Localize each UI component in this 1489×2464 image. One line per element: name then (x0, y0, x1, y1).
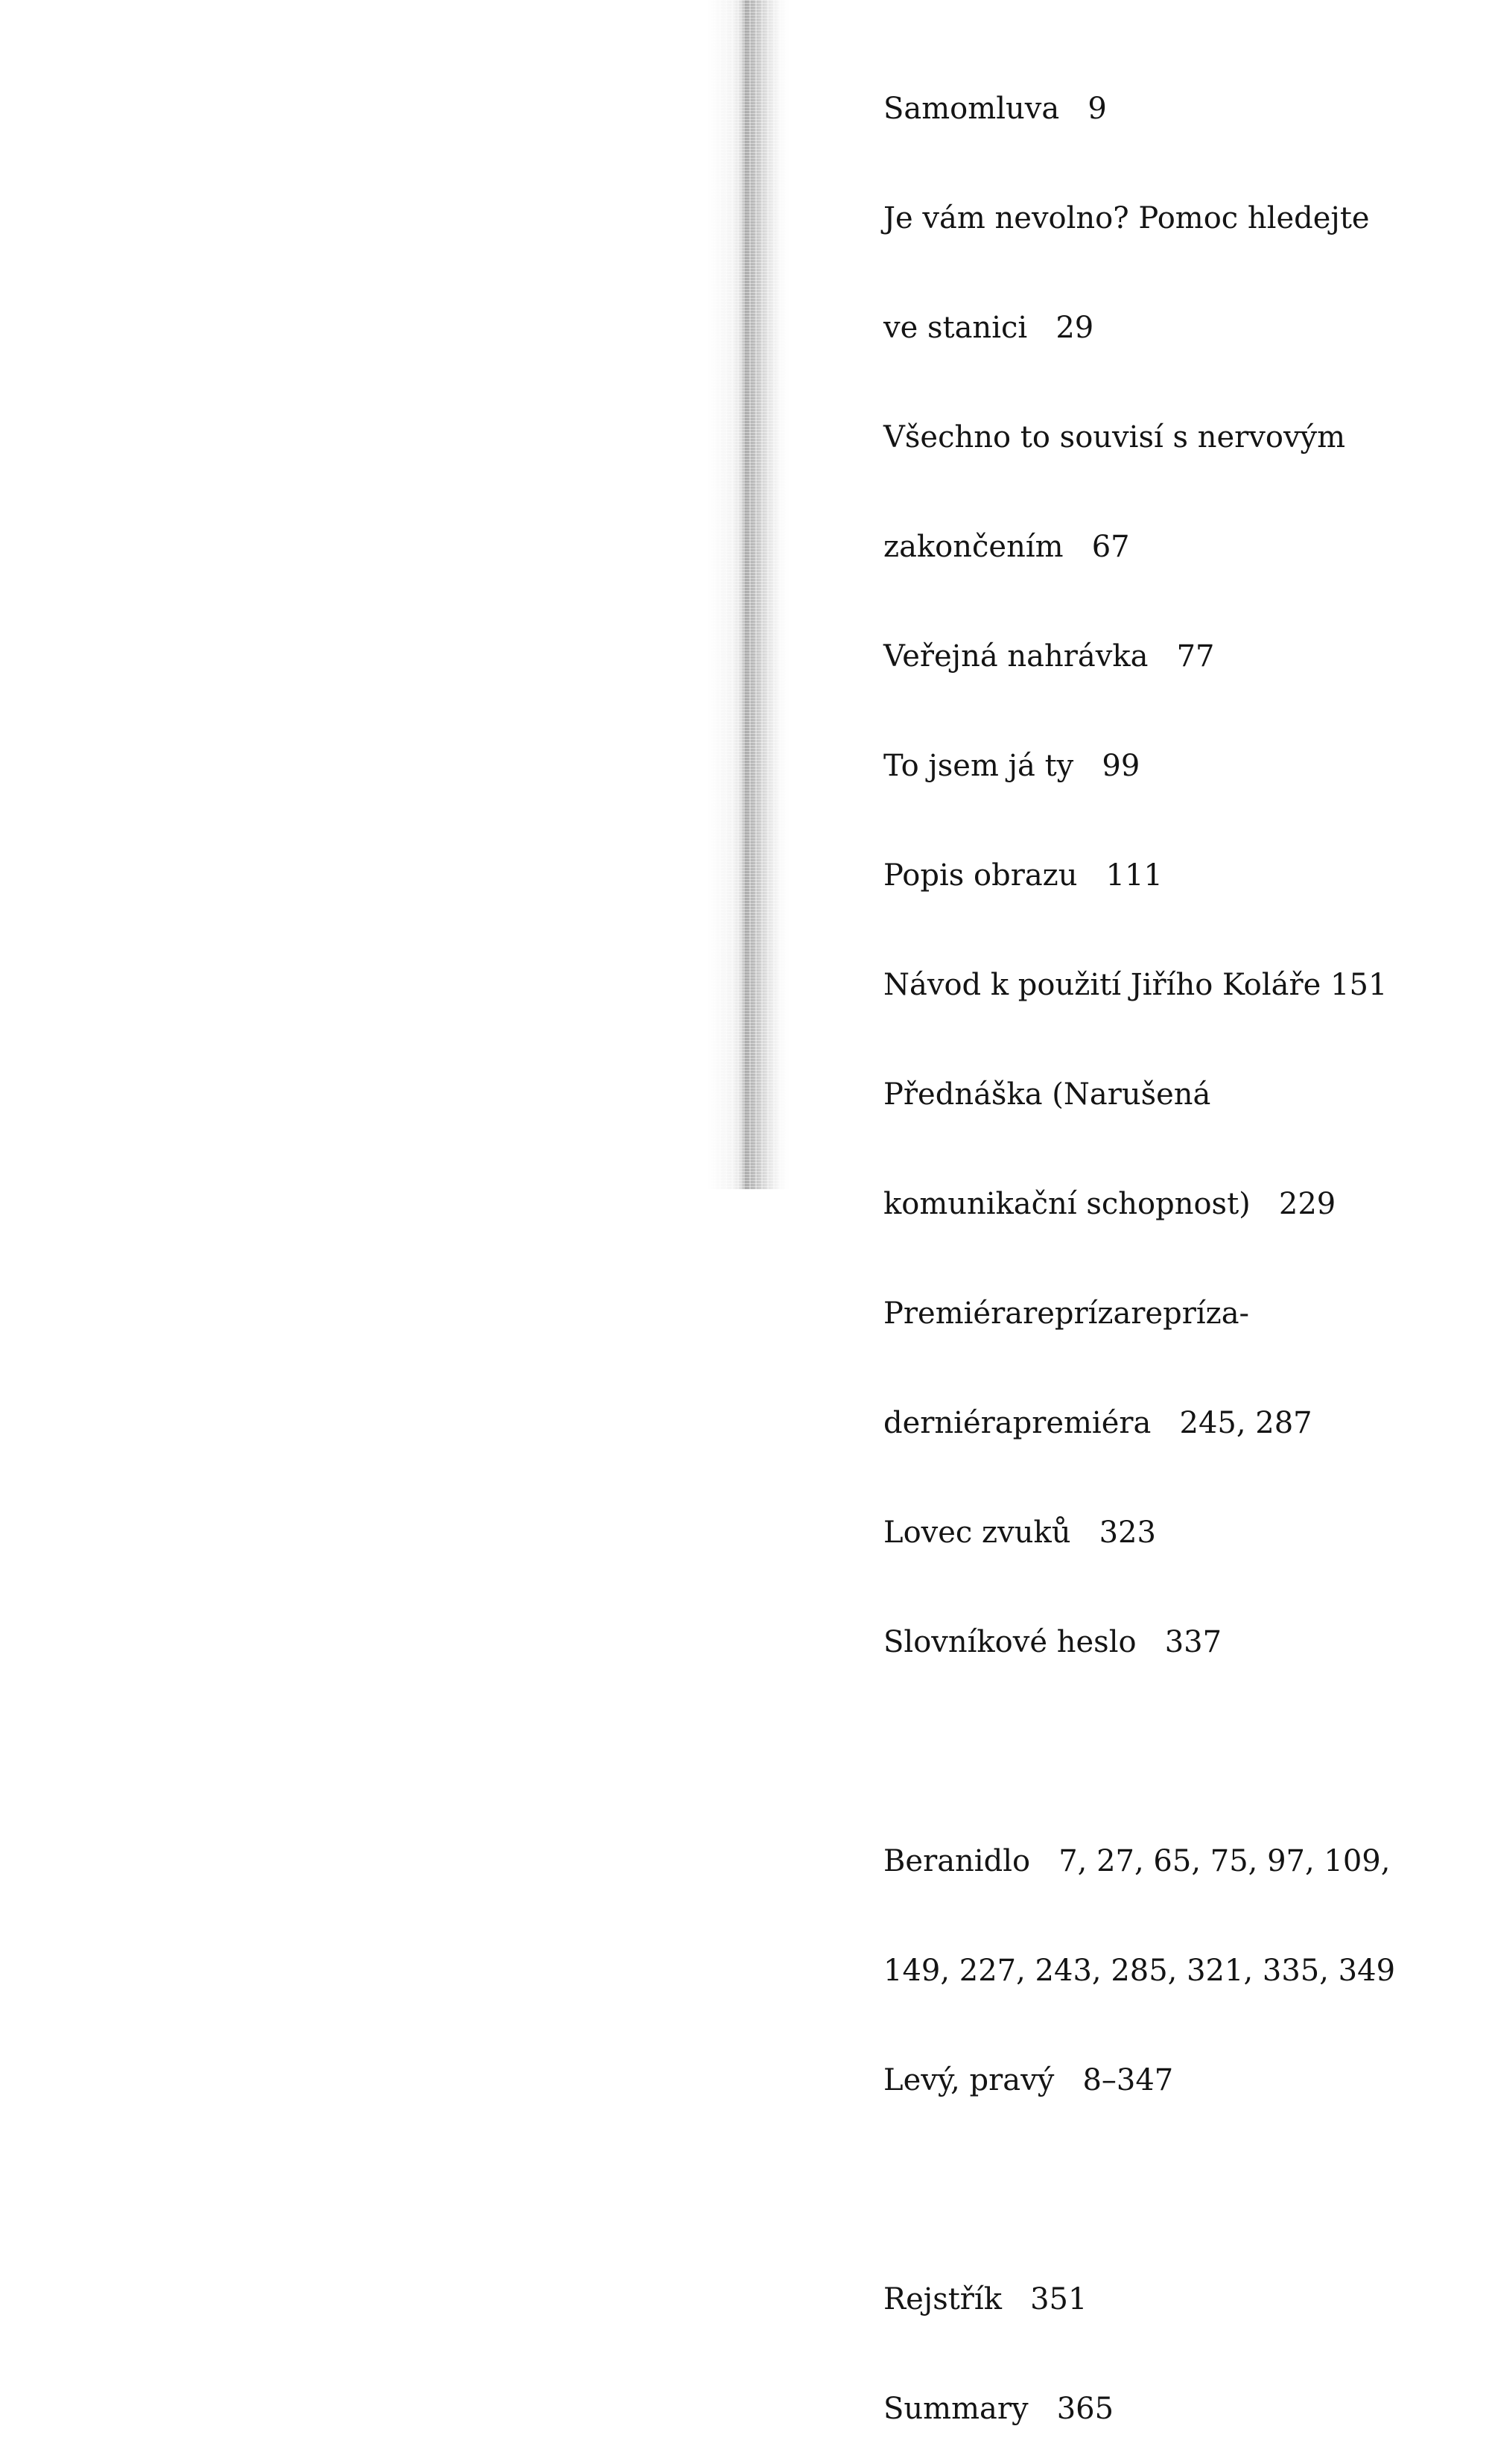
toc-line: Samomluva 9 (883, 92, 1107, 126)
toc-line: Rejstřík 351 (883, 2282, 1088, 2316)
left-page-blank (0, 0, 711, 1189)
toc-line: komunikační schopnost) 229 (883, 1187, 1336, 1221)
toc-line: ve stanici 29 (883, 311, 1094, 345)
toc-line-blank (883, 2172, 1450, 2208)
toc-line: Popis obrazu 111 (883, 858, 1163, 893)
toc-line: Všechno to souvisí s nervovým (883, 420, 1346, 455)
toc-line: To jsem já ty 99 (883, 749, 1140, 783)
toc-line: zakončením 67 (883, 530, 1130, 564)
toc-line: Návod k použití Jiřího Koláře 151 (883, 968, 1388, 1002)
toc-line: Je vám nevolno? Pomoc hledejte (883, 201, 1370, 235)
toc-line: 149, 227, 243, 285, 321, 335, 349 (883, 1954, 1396, 1988)
toc-line: Slovníkové heslo 337 (883, 1625, 1222, 1659)
toc-line: Přednáška (Narušená (883, 1077, 1211, 1112)
toc-line: Levý, pravý 8–347 (883, 2063, 1174, 2097)
toc-line: Premiérareprízarepríza- (883, 1296, 1250, 1331)
toc-line: Lovec zvuků 323 (883, 1516, 1156, 1550)
toc-line: Beranidlo 7, 27, 65, 75, 97, 109, (883, 1844, 1391, 1878)
toc-line: Summary 365 (883, 2392, 1114, 2426)
toc-line: Veřejná nahrávka 77 (883, 639, 1215, 674)
toc-line-blank (883, 1734, 1450, 1770)
toc-line: derniérapremiéra 245, 287 (883, 1406, 1312, 1440)
book-gutter-shadow (708, 0, 790, 1189)
table-of-contents (883, 18, 1450, 2464)
